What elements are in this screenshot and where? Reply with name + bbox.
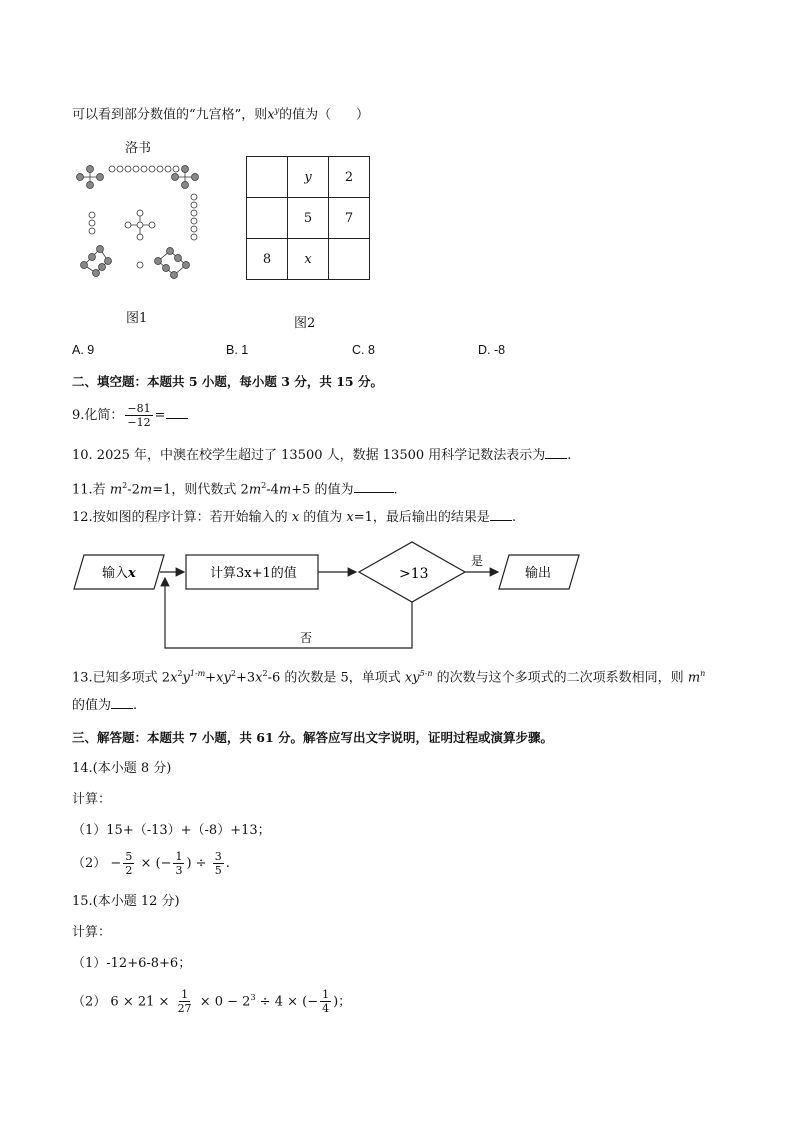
question-13: 13.已知多项式 $2x^2y^{1-m}+xy^2+3x^2-6$ 的次数是 5，单项式 $xy^{5-n}$ 的次数与这个多项式的二次项系数相同，则 $m^n$: [72, 669, 706, 686]
fraction: $\frac{1}{27}$: [177, 988, 192, 1016]
option-c: C. 8: [352, 343, 375, 357]
figure-2-caption: 图2: [294, 316, 316, 331]
option-b: B. 1: [226, 343, 249, 357]
answer-blank[interactable]: [545, 446, 567, 459]
grid-cell: y: [288, 157, 329, 198]
flowchart: [72, 540, 592, 660]
yes-label: 是: [471, 554, 484, 568]
question-14-heading: 14.(本小题 8 分): [72, 761, 172, 776]
fraction: $\frac{-81}{-12}$: [127, 402, 151, 429]
grid-cell: [247, 157, 288, 198]
figure-2-grid: [246, 156, 370, 331]
option-a: A. 9: [72, 343, 95, 357]
grid-cell: 5: [288, 198, 329, 239]
question-15-part-2: （2） 6 × 21 × $\frac{1}{27}$ × $0 - 2^3 \div 4$ × (− $\frac{1}{4}$ )；: [72, 988, 352, 1016]
fraction: $\frac{1}{4}$: [322, 988, 330, 1016]
figure-1-title: 洛书: [125, 141, 152, 156]
luoshu-dots: [70, 157, 210, 307]
input-label: 输入x: [102, 566, 136, 581]
grid-cell: 8: [247, 239, 288, 280]
section-3-heading: 三、解答题：本题共 7 小题，共 61 分。解答应写出文字说明，证明过程或演算步骤。: [72, 730, 554, 745]
compute-label: 计算3x+1的值: [210, 566, 297, 581]
answer-blank[interactable]: [111, 696, 133, 709]
option-d: D. -8: [478, 343, 506, 357]
answer-blank[interactable]: [354, 480, 394, 493]
fraction: $\frac{5}{2}$: [125, 850, 133, 877]
question-15-instruction: 计算：: [72, 925, 112, 940]
question-9: 9.化简： $\frac{-81}{-12}$ =: [72, 400, 188, 432]
fraction: $\frac{3}{5}$: [214, 850, 222, 877]
question-15-part-1: （1）-12+6-8+6；: [72, 956, 192, 971]
grid-cell: 2: [329, 157, 370, 198]
answer-blank[interactable]: [490, 508, 512, 521]
grid-cell: 7: [329, 198, 370, 239]
grid-cell: [329, 239, 370, 280]
figure-1-caption: 图1: [126, 311, 148, 326]
question-15-heading: 15.(本小题 12 分): [72, 894, 180, 909]
answer-blank[interactable]: [166, 406, 188, 419]
question-10: 10. 2025 年，中澳在校学生超过了 13500 人，数据 13500 用科学记数法表示为 .: [72, 448, 572, 463]
grid-cell: [247, 198, 288, 239]
question-12: 12.按如图的程序计算：若开始输入的 x 的值为 x=1，最后输出的结果是 .: [72, 510, 517, 525]
no-label: 否: [300, 631, 313, 645]
grid-cell: x: [288, 239, 329, 280]
var-x: x: [267, 107, 275, 123]
figure-1-luoshu: [70, 135, 210, 335]
output-label: 输出: [525, 566, 552, 581]
question-14-instruction: 计算：: [72, 792, 112, 807]
question-11: 11.若 $m^2-2m=1$，则代数式 $2m^2-4m+5$ 的值为 .: [72, 481, 398, 498]
fraction: $\frac{1}{3}$: [175, 850, 183, 877]
q8-stem: 可以看到部分数值的“九宫格”，则$x^y$的值为（ ）: [72, 106, 369, 123]
question-13-line2: 的值为 .: [72, 698, 138, 713]
condition-label: >13: [399, 566, 429, 582]
question-14-part-2: （2） − $\frac{5}{2}$ × (− $\frac{1}{3}$ ) ÷ $\frac{3}{5}$ .: [72, 850, 230, 877]
section-2-heading: 二、填空题：本题共 5 小题，每小题 3 分，共 15 分。: [72, 374, 383, 389]
question-14-part-1: （1）15+（-13）+（-8）+13；: [72, 823, 271, 838]
var-y-exponent: y: [274, 106, 280, 115]
